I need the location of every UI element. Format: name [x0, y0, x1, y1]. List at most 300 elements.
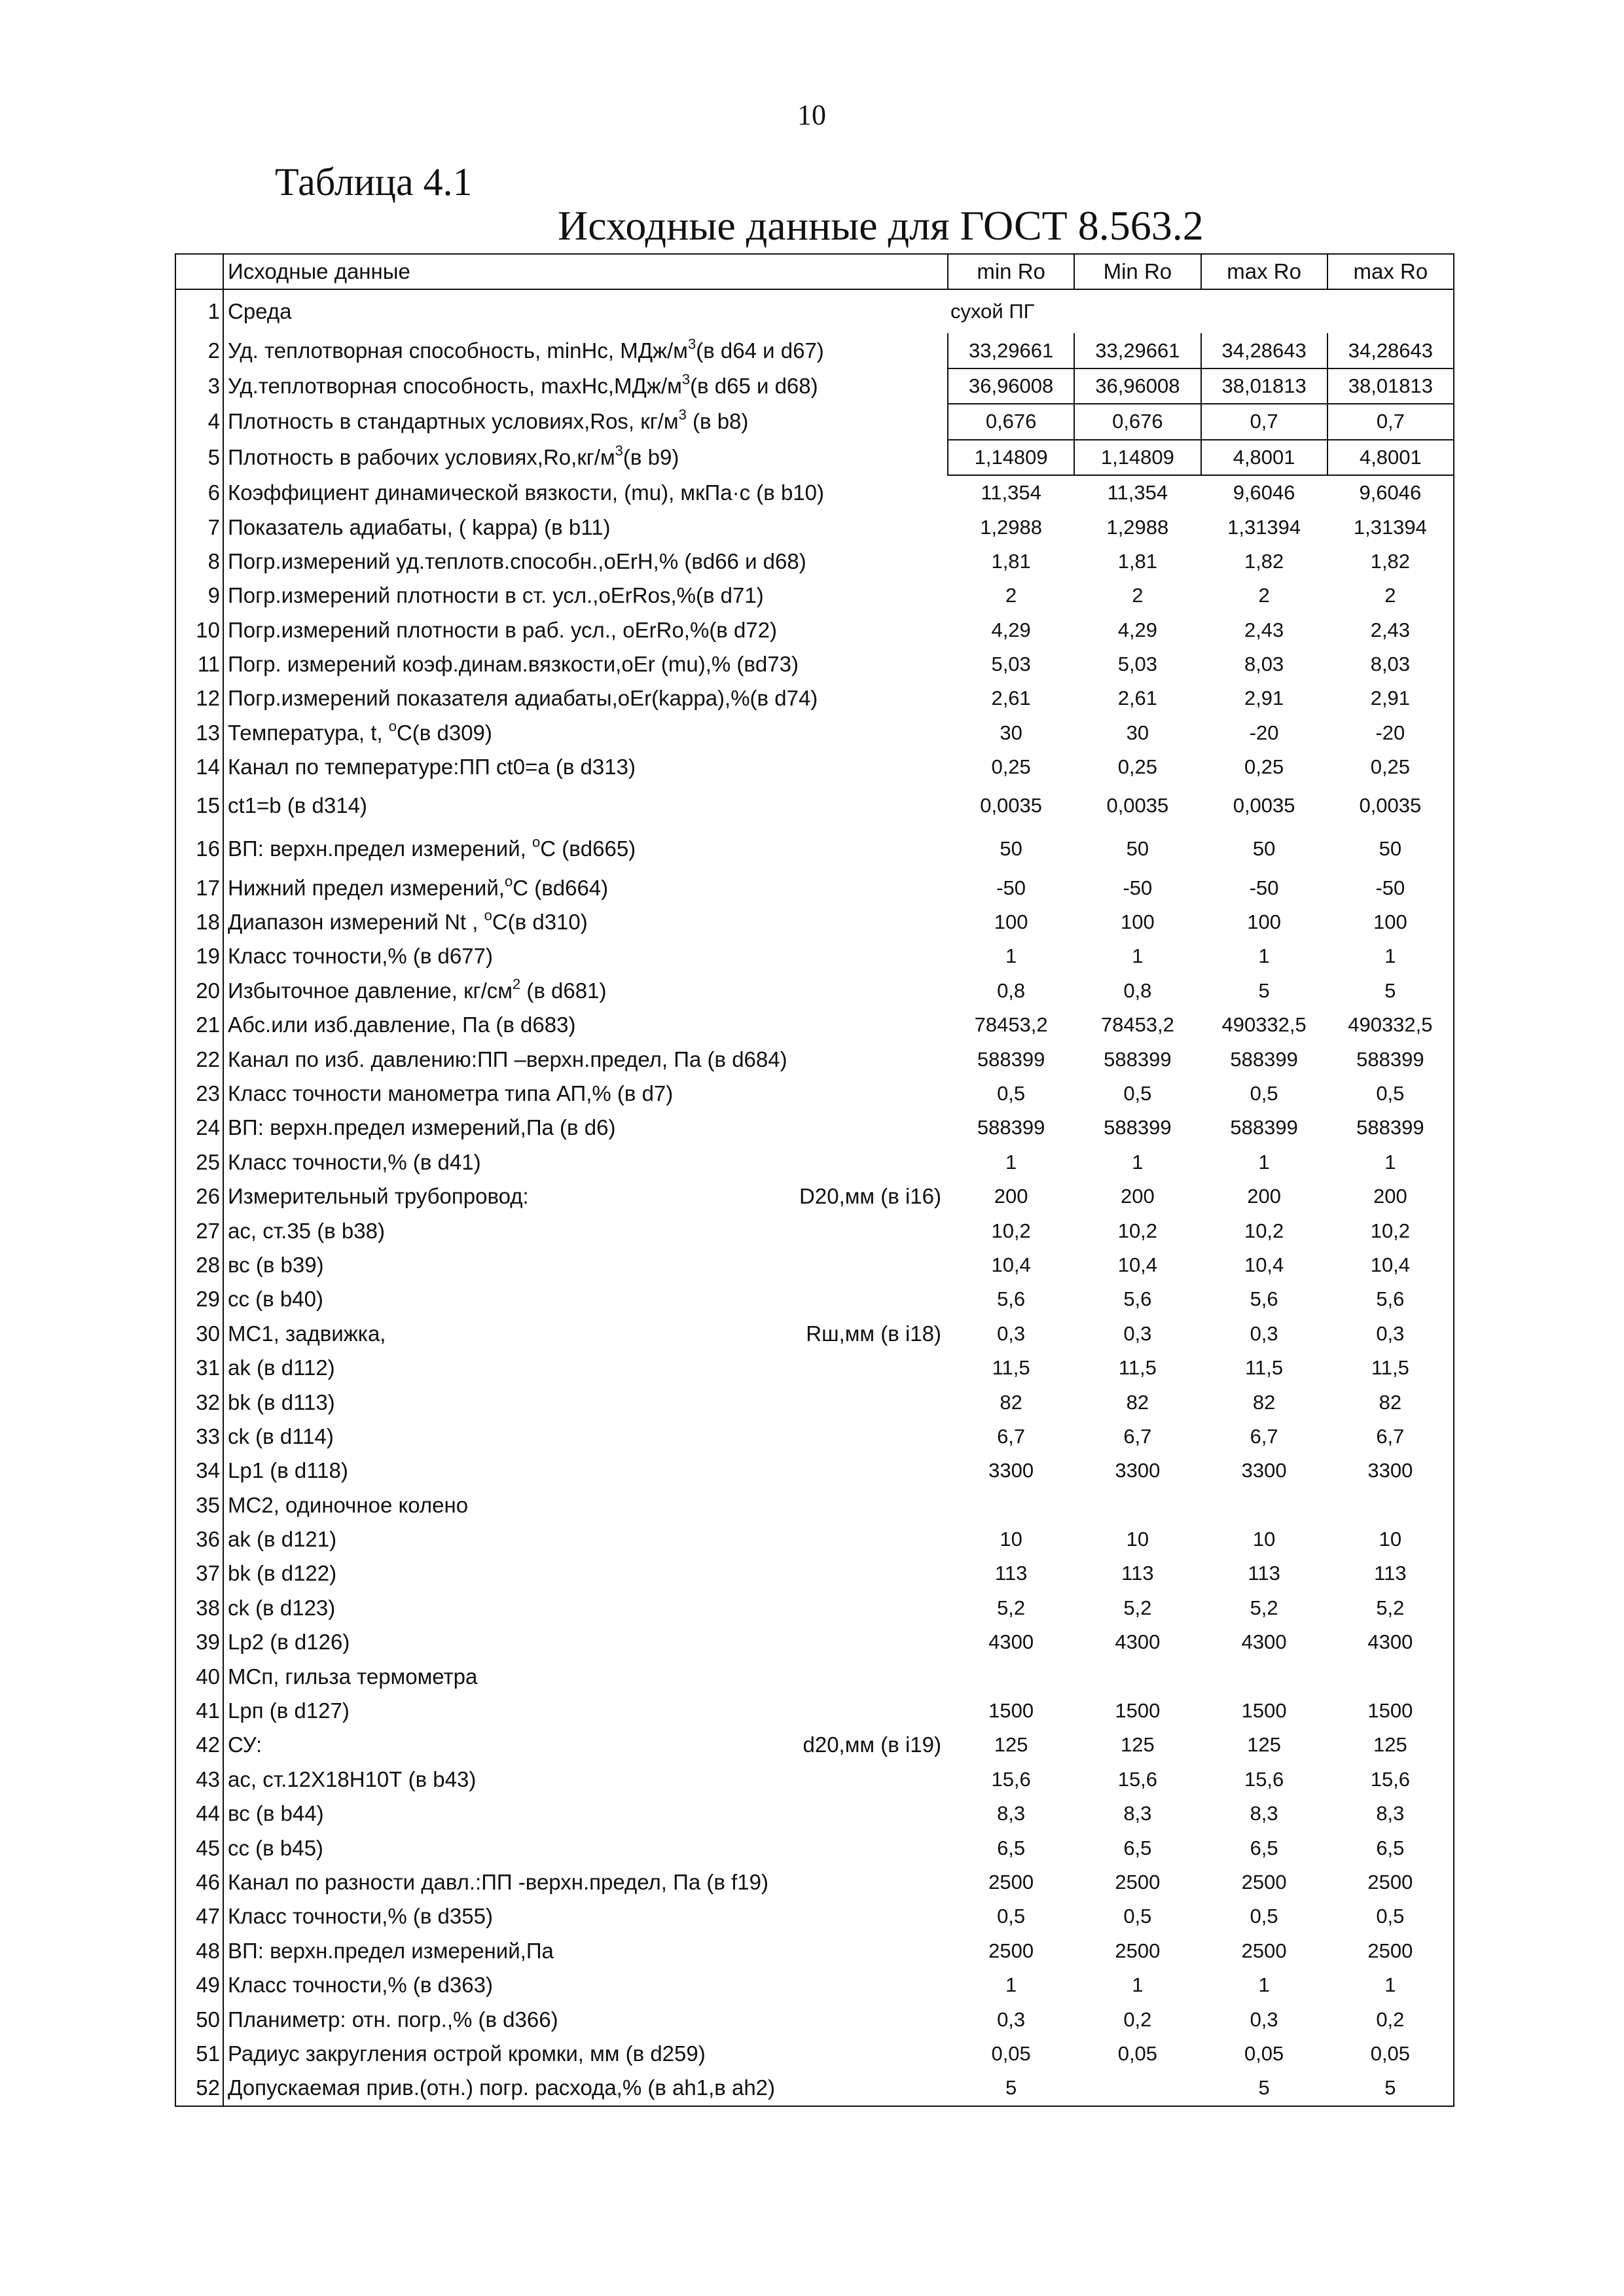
table-row — [175, 1317, 1454, 1351]
row-description-text — [228, 1013, 575, 1037]
row-description-text — [228, 1047, 787, 1071]
row-number: 41 — [175, 1694, 223, 1728]
value-cell: 82 — [1000, 1390, 1022, 1414]
table-row — [175, 870, 1454, 905]
value-cell: 30 — [1000, 721, 1022, 744]
row-number: 11 — [175, 647, 223, 681]
value-cell: 2500 — [1115, 1870, 1161, 1893]
row-description-main: СУ: — [228, 1732, 262, 1757]
value-cell: 10,2 — [1244, 1219, 1284, 1242]
row-number: 24 — [175, 1111, 223, 1145]
value-cell: 100 — [1327, 905, 1454, 939]
row-description-main: Абс.или изб.давление, Па (в d683) — [228, 1013, 576, 1037]
row-description-main: Показатель адиабаты, ( kappa) (в b11) — [228, 514, 611, 539]
row-description — [223, 1454, 948, 1488]
table-row — [175, 1797, 1454, 1831]
row-description-main: Класс точности,% (в d363) — [228, 1973, 493, 1998]
row-description — [223, 404, 948, 439]
row-number: 47 — [175, 1899, 223, 1933]
value-cell: 0,7 — [1201, 404, 1327, 439]
row-description-text — [228, 755, 636, 779]
value-cell: -50 — [1327, 870, 1454, 905]
value-cell: 0,05 — [1117, 2041, 1158, 2065]
value-cell: 490332,5 — [1221, 1013, 1307, 1037]
value-cell: 0,2 — [1123, 2007, 1152, 2031]
row-description — [223, 333, 948, 368]
row-description-main: МСп, гильза термометра — [228, 1664, 478, 1689]
value-cell: 34,28643 — [1201, 333, 1327, 368]
value-cell: 33,29661 — [1074, 333, 1200, 368]
table-row — [175, 289, 1454, 333]
row-description — [223, 2037, 948, 2071]
row-description-text — [228, 1836, 323, 1860]
value-cell: 1 — [1132, 1150, 1144, 1174]
value-cell: 0,3 — [1327, 1317, 1454, 1351]
table-row — [175, 1282, 1454, 1316]
row-description-main: Погр.измерений плотности в ст. усл.,oErRos,%(в d71) — [228, 583, 764, 608]
value-cell: 3300 — [1115, 1459, 1161, 1482]
value-cell: 0,5 — [1250, 1082, 1278, 1105]
row-description — [223, 475, 948, 510]
value-cell: 0,676 — [1074, 404, 1200, 439]
value-cell: 588399 — [1230, 1047, 1298, 1071]
table-row — [175, 545, 1454, 579]
value-cell: 15,6 — [991, 1767, 1031, 1791]
value-cell: 0,5 — [1250, 1905, 1278, 1928]
value-cell: 0,3 — [1123, 1321, 1152, 1345]
row-description-text — [228, 1728, 262, 1762]
row-description-text — [228, 370, 818, 398]
header-description: Исходные данные — [223, 254, 948, 289]
row-description — [223, 289, 948, 333]
row-description-text — [228, 1870, 768, 1894]
value-cell: 82 — [1252, 1390, 1276, 1414]
value-cell: 1500 — [988, 1699, 1034, 1723]
row-description-main: bk (в d113) — [228, 1390, 335, 1414]
row-number: 29 — [175, 1282, 223, 1316]
row-description-main: Среда — [228, 299, 292, 324]
row-description-text — [228, 872, 609, 900]
row-description — [223, 750, 948, 784]
row-description-main: ck (в d114) — [228, 1424, 334, 1448]
value-cell: 490332,5 — [1327, 1008, 1454, 1042]
row-description-text — [228, 793, 367, 817]
row-description-main: Нижний предел измерений, — [228, 875, 505, 900]
value-cell: 0,5 — [997, 1905, 1026, 1928]
value-cell: 5,2 — [997, 1596, 1026, 1619]
row-description-main: Допускаемая прив.(отн.) погр. расхода,% (в ah1,в ah2) — [228, 2075, 776, 2100]
value-cell: 6,5 — [1123, 1836, 1152, 1859]
row-number: 32 — [175, 1385, 223, 1419]
value-cell: 1,82 — [1244, 549, 1284, 573]
row-description — [223, 1522, 948, 1556]
row-description-main: Класс точности,% (в d355) — [228, 1904, 493, 1929]
value-cell: 10,4 — [1244, 1253, 1284, 1276]
value-cell: 8,3 — [1123, 1802, 1152, 1825]
value-cell: 0,8 — [997, 978, 1026, 1002]
row-description — [223, 2071, 948, 2106]
table-row — [175, 647, 1454, 681]
header-num-cell — [175, 254, 223, 289]
source-data-table — [175, 253, 1454, 2107]
value-cell: 1 — [1005, 944, 1017, 968]
table-row — [175, 1728, 1454, 1762]
value-cell: 3300 — [988, 1459, 1034, 1482]
row-description — [223, 1179, 948, 1213]
row-description — [223, 939, 948, 973]
value-cell: 1 — [1132, 1973, 1144, 1997]
row-description — [223, 1488, 948, 1522]
value-cell: 6,7 — [1123, 1424, 1152, 1448]
value-cell: 9,6046 — [1233, 481, 1295, 505]
value-cell: 0,05 — [1244, 2041, 1284, 2065]
row-description — [223, 1625, 948, 1659]
table-row — [175, 1179, 1454, 1213]
table-row — [175, 1899, 1454, 1933]
row-description-main: Температура, t, — [228, 720, 389, 745]
unit-superscript: 3 — [678, 406, 687, 423]
value-cell: 11,5 — [1118, 1356, 1157, 1380]
value-cell: 2,61 — [1117, 687, 1158, 710]
value-cell: 0,0035 — [1327, 784, 1454, 827]
value-cell: 82 — [1327, 1385, 1454, 1419]
row-number: 5 — [175, 440, 223, 475]
value-cell: 0,5 — [1327, 1077, 1454, 1111]
row-description-text — [228, 406, 749, 434]
row-number: 42 — [175, 1728, 223, 1762]
row-description-text — [228, 1973, 493, 1997]
value-cell: 1,82 — [1327, 545, 1454, 579]
value-cell: 6,7 — [1250, 1424, 1278, 1448]
value-cell: 1 — [1258, 1973, 1270, 1997]
value-cell: 5,2 — [1327, 1591, 1454, 1625]
table-row — [175, 333, 1454, 368]
unit-superscript: 3 — [687, 336, 696, 353]
value-cell: 82 — [1126, 1390, 1149, 1414]
value-cell — [948, 1488, 1074, 1522]
row-description-main: Плотность в рабочих условиях,Ro,кг/м — [228, 444, 615, 469]
table-row — [175, 1556, 1454, 1590]
row-description — [223, 1213, 948, 1247]
row-description — [223, 368, 948, 404]
row-description-main: Класс точности,% (в d677) — [228, 944, 493, 969]
value-cell: 11,354 — [1107, 481, 1168, 505]
value-cell: 125 — [1247, 1733, 1281, 1757]
table-row — [175, 1934, 1454, 1968]
unit-superscript: o — [484, 907, 492, 924]
row-description — [223, 440, 948, 475]
value-cell: 10,2 — [991, 1219, 1031, 1242]
row-number: 14 — [175, 750, 223, 784]
row-description-text — [228, 1081, 673, 1105]
row-description-main: Диапазон измерений Nt , — [228, 910, 484, 935]
table-row — [175, 1420, 1454, 1454]
row-description — [223, 545, 948, 579]
value-cell: 2 — [1132, 584, 1144, 607]
row-description — [223, 1659, 948, 1693]
value-cell: 1 — [1258, 944, 1270, 968]
value-cell: 0,3 — [997, 2007, 1026, 2031]
row-number: 33 — [175, 1420, 223, 1454]
value-cell: 78453,2 — [1100, 1013, 1174, 1037]
table-row — [175, 1488, 1454, 1522]
value-cell: 11,5 — [1245, 1356, 1284, 1380]
table-row — [175, 1968, 1454, 2002]
row-description-main: Класс точности,% (в d41) — [228, 1149, 481, 1174]
row-description-text — [228, 299, 291, 323]
row-description-text — [228, 1664, 477, 1689]
table-row — [175, 613, 1454, 647]
value-cell — [1327, 289, 1454, 333]
value-cell: 5,6 — [997, 1287, 1026, 1311]
row-description-text — [228, 1424, 334, 1448]
row-description-text — [228, 907, 588, 935]
value-cell: 1,81 — [1117, 549, 1158, 573]
row-number: 45 — [175, 1831, 223, 1865]
unit-superscript: 3 — [615, 442, 623, 459]
value-cell: 1,14809 — [948, 440, 1074, 475]
table-row — [175, 1008, 1454, 1042]
row-number: 16 — [175, 827, 223, 870]
value-cell: 0,0035 — [980, 794, 1043, 817]
row-description-main: cc (в b45) — [228, 1835, 323, 1860]
row-description-main: вс (в b39) — [228, 1252, 324, 1277]
row-description-text — [228, 836, 636, 861]
row-description — [223, 1008, 948, 1042]
value-cell: -20 — [1327, 716, 1454, 750]
value-cell: 36,96008 — [1074, 368, 1200, 404]
row-number: 31 — [175, 1351, 223, 1385]
table-title: Исходные данные для ГОСТ 8.563.2 — [558, 202, 1204, 249]
row-description-main: Погр.измерений показателя адиабаты,oEr(kappa),%(в d74) — [228, 686, 818, 711]
table-row — [175, 579, 1454, 613]
value-cell: 4300 — [988, 1630, 1034, 1654]
row-description-main: ВП: верхн.предел измерений, — [228, 836, 532, 861]
row-description-main: Lp1 (в d118) — [228, 1458, 348, 1483]
row-number: 20 — [175, 974, 223, 1008]
value-cell: 4,8001 — [1201, 440, 1327, 475]
page-number: 10 — [797, 99, 826, 131]
row-description-text — [228, 652, 799, 676]
row-description — [223, 510, 948, 544]
row-description-text — [228, 2007, 558, 2032]
row-number: 52 — [175, 2071, 223, 2106]
row-description-text — [228, 717, 492, 745]
table-row — [175, 1763, 1454, 1797]
value-cell: 200 — [1121, 1185, 1155, 1208]
row-description — [223, 905, 948, 939]
row-number: 48 — [175, 1934, 223, 1968]
row-description — [223, 1694, 948, 1728]
row-description-right: D20,мм (в i16) — [799, 1184, 941, 1209]
value-cell: 10,4 — [1117, 1253, 1158, 1276]
table-row — [175, 1042, 1454, 1076]
row-number: 27 — [175, 1213, 223, 1247]
row-description — [223, 1317, 948, 1351]
row-description-suffix: (в d681) — [520, 978, 607, 1003]
row-description-main: Избыточное давление, кг/см — [228, 978, 513, 1003]
value-cell: 2,91 — [1327, 681, 1454, 715]
row-description-text — [228, 480, 824, 505]
row-description-text — [228, 975, 607, 1003]
row-description — [223, 1831, 948, 1865]
value-cell: 2,43 — [1327, 613, 1454, 647]
row-description-text — [228, 1561, 336, 1585]
row-description — [223, 613, 948, 647]
value-cell: 5 — [1327, 2071, 1454, 2106]
value-cell: 0,5 — [997, 1082, 1026, 1105]
value-cell: 1,2988 — [1106, 515, 1169, 539]
value-cell: 1,31394 — [1327, 510, 1454, 544]
value-cell: 5,6 — [1250, 1287, 1278, 1311]
row-number: 25 — [175, 1145, 223, 1179]
row-description-main: Планиметр: отн. погр.,% (в d366) — [228, 2007, 558, 2032]
row-description-text — [228, 1115, 615, 1139]
row-number: 44 — [175, 1797, 223, 1831]
row-description-text — [228, 1253, 324, 1277]
row-description — [223, 827, 948, 870]
row-description-main: МС1, задвижка, — [228, 1321, 386, 1346]
value-cell: 15,6 — [1117, 1767, 1158, 1791]
row-number: 3 — [175, 368, 223, 404]
value-cell: 5,03 — [991, 653, 1031, 676]
row-description-suffix: C (вd665) — [540, 836, 636, 861]
table-row — [175, 1385, 1454, 1419]
row-description-text — [228, 338, 824, 363]
value-cell: 38,01813 — [1201, 368, 1327, 404]
value-cell: 5 — [1201, 2071, 1327, 2106]
row-number: 26 — [175, 1179, 223, 1213]
table-row — [175, 1659, 1454, 1693]
value-cell: 8,03 — [1244, 653, 1284, 676]
value-cell: 1 — [1258, 1150, 1270, 1174]
value-cell: 6,5 — [997, 1836, 1026, 1859]
value-cell: 0,676 — [948, 404, 1074, 439]
header-col-min-ro-1: min Ro — [948, 254, 1074, 289]
row-description — [223, 870, 948, 905]
row-description — [223, 2002, 948, 2036]
row-description-text — [228, 515, 610, 539]
value-cell: 8,3 — [1250, 1802, 1278, 1825]
value-cell: 1 — [1327, 1145, 1454, 1179]
row-description-suffix: C(в d309) — [396, 720, 492, 745]
row-description — [223, 1968, 948, 2002]
value-cell: 125 — [994, 1733, 1028, 1757]
value-cell: 4,29 — [991, 618, 1031, 641]
row-description-main: ak (в d121) — [228, 1527, 337, 1552]
row-number: 4 — [175, 404, 223, 439]
row-description — [223, 1865, 948, 1899]
row-description-text — [228, 2075, 775, 2100]
row-description-main: Класс точности манометра типа АП,% (в d7) — [228, 1081, 674, 1105]
value-cell: 6,7 — [997, 1424, 1026, 1448]
value-cell — [1074, 1659, 1200, 1693]
row-description — [223, 647, 948, 681]
value-cell: 3300 — [1327, 1454, 1454, 1488]
row-description-main: ac, ст.12Х18Н10Т (в b43) — [228, 1767, 477, 1791]
unit-superscript: 3 — [681, 370, 691, 387]
header-col-min-ro-2: Min Ro — [1074, 254, 1200, 289]
value-cell: 0,05 — [1327, 2037, 1454, 2071]
row-description-suffix: (в d65 и d68) — [690, 373, 818, 398]
row-description-text — [228, 1219, 385, 1243]
row-description-main: cc (в b40) — [228, 1287, 323, 1312]
row-number: 43 — [175, 1763, 223, 1797]
value-cell: 1500 — [1115, 1699, 1161, 1723]
value-cell: 11,354 — [981, 481, 1041, 505]
value-cell — [1201, 1488, 1327, 1522]
value-cell: 1 — [1005, 1150, 1017, 1174]
value-cell: 10,4 — [991, 1253, 1031, 1276]
value-cell: 2500 — [988, 1939, 1034, 1962]
row-number: 35 — [175, 1488, 223, 1522]
row-number: 6 — [175, 475, 223, 510]
row-description-text — [228, 1179, 529, 1213]
row-number: 38 — [175, 1591, 223, 1625]
row-description-text — [228, 1355, 335, 1380]
row-number: 13 — [175, 716, 223, 750]
row-description — [223, 1797, 948, 1831]
row-description-main: Погр. измерений коэф.динам.вязкости,oEr (mu),% (вd73) — [228, 652, 799, 677]
table-row — [175, 1454, 1454, 1488]
value-cell: 0,5 — [1327, 1899, 1454, 1933]
value-cell: 1 — [1005, 1973, 1017, 1997]
row-description-text — [228, 1317, 386, 1351]
row-number: 36 — [175, 1522, 223, 1556]
table-row — [175, 2002, 1454, 2036]
value-cell: 100 — [1247, 910, 1281, 934]
row-number: 23 — [175, 1077, 223, 1111]
value-cell: 0,3 — [1250, 2007, 1278, 2031]
value-cell: 2,43 — [1244, 618, 1284, 641]
value-cell: 2 — [1258, 584, 1270, 607]
row-number: 19 — [175, 939, 223, 973]
table-row — [175, 1591, 1454, 1625]
row-description — [223, 1111, 948, 1145]
value-cell: 125 — [1327, 1728, 1454, 1762]
value-cell: 10 — [1252, 1528, 1276, 1551]
value-cell: 1 — [1132, 944, 1144, 968]
row-description-main: ck (в d123) — [228, 1595, 336, 1620]
value-cell: 588399 — [977, 1047, 1045, 1071]
row-description-text — [228, 1698, 350, 1723]
row-number: 2 — [175, 333, 223, 368]
value-cell: 38,01813 — [1327, 368, 1454, 404]
value-cell: 4,8001 — [1327, 440, 1454, 475]
value-cell: 200 — [1327, 1179, 1454, 1213]
value-cell: 113 — [1121, 1562, 1154, 1585]
value-cell: 10,2 — [1117, 1219, 1158, 1242]
row-description-main: Коэффициент динамической вязкости, (mu), мкПа·с (в b10) — [228, 480, 824, 505]
row-number: 21 — [175, 1008, 223, 1042]
unit-superscript: o — [504, 872, 513, 889]
value-cell: -50 — [1249, 876, 1279, 899]
row-description-main: Погр.измерений уд.теплотв.способн.,oErH,% (вd66 и d68) — [228, 548, 806, 573]
table-row — [175, 974, 1454, 1008]
table-row — [175, 827, 1454, 870]
row-description-text — [228, 944, 493, 968]
table-header-row — [175, 254, 1454, 289]
row-description-text — [228, 1390, 335, 1414]
row-description — [223, 1899, 948, 1933]
value-cell: 1,2988 — [980, 515, 1043, 539]
value-cell: 1,14809 — [1074, 440, 1200, 475]
row-description-main: Lp2 (в d126) — [228, 1630, 350, 1655]
value-cell: 78453,2 — [974, 1013, 1048, 1037]
row-description — [223, 1385, 948, 1419]
table-row — [175, 1213, 1454, 1247]
value-cell: 2500 — [1327, 1934, 1454, 1968]
